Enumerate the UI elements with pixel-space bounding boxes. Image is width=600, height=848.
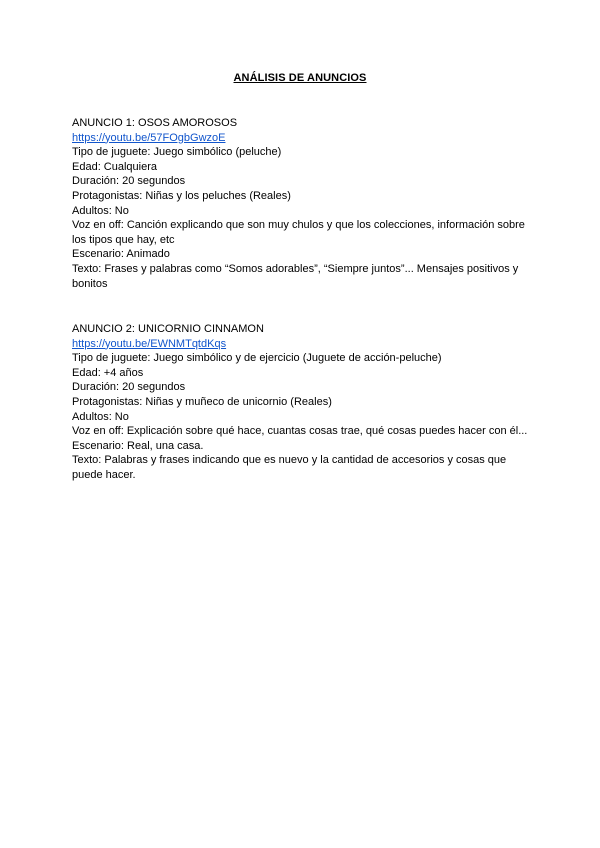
- age: Edad: +4 años: [72, 366, 144, 379]
- ad-heading: ANUNCIO 2: UNICORNIO CINNAMON: [72, 323, 264, 335]
- ad-heading: ANUNCIO 1: OSOS AMOROSOS: [72, 117, 238, 129]
- adults: Adultos: No: [72, 204, 129, 217]
- duration: Duración: 20 segundos: [72, 381, 186, 394]
- duration: Duración: 20 segundos: [72, 175, 186, 188]
- ad-text: Texto: Palabras y frases indicando que es nuevo y la cantidad de accesorios y cosas que puede hacer.: [72, 454, 507, 481]
- document-title: ANÁLISIS DE ANUNCIOS: [233, 72, 367, 84]
- ad-section-1: [72, 116, 537, 291]
- ad-link-line: [72, 337, 537, 352]
- ad-section-2: [72, 322, 537, 483]
- voiceover: Voz en off: Canción explicando que son muy chulos y que los colecciones, información sobre los tipos que hay, etc: [72, 219, 525, 246]
- adults: Adultos: No: [72, 410, 129, 423]
- toy-type: Tipo de juguete: Juego simbólico (peluche): [72, 146, 282, 159]
- setting: Escenario: Real, una casa.: [72, 439, 204, 452]
- ad-text: Texto: Frases y palabras como “Somos adorables”, “Siempre juntos”... Mensajes positivos y bonitos: [72, 262, 519, 290]
- protagonists: Protagonistas: Niñas y muñeco de unicornio (Reales): [72, 395, 332, 408]
- age: Edad: Cualquiera: [72, 160, 158, 173]
- protagonists: Protagonistas: Niñas y los peluches (Reales): [72, 189, 291, 202]
- youtube-link[interactable]: https://youtu.be/57FOgbGwzoE: [72, 131, 226, 144]
- toy-type: Tipo de juguete: Juego simbólico y de ejercicio (Juguete de acción-peluche): [72, 352, 442, 365]
- ad-link-line: [72, 131, 537, 146]
- youtube-link[interactable]: https://youtu.be/EWNMTqtdKqs: [72, 337, 227, 350]
- voiceover: Voz en off: Explicación sobre qué hace, cuantas cosas trae, qué cosas puedes hacer con él...: [72, 425, 528, 438]
- setting: Escenario: Animado: [72, 248, 170, 261]
